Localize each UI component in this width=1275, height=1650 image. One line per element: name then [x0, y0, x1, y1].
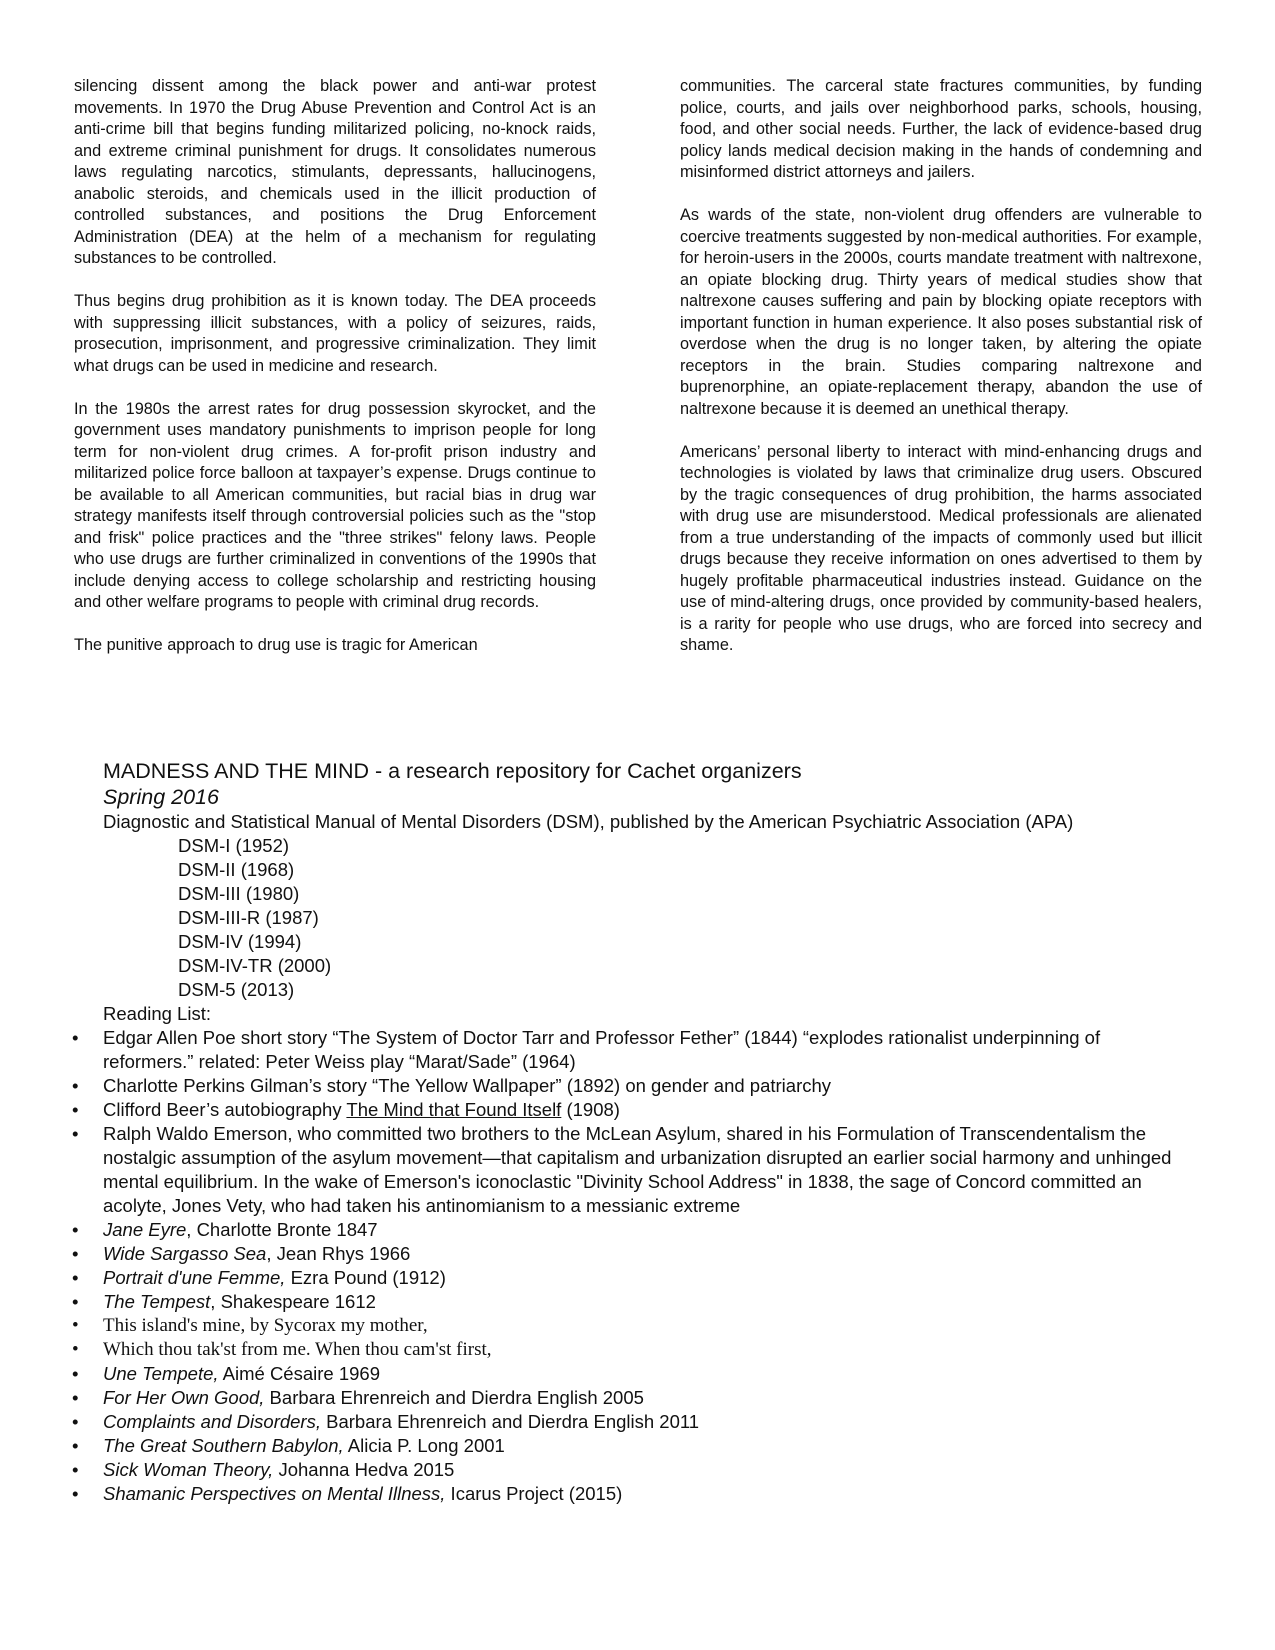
- list-item: [72, 1098, 1183, 1122]
- dsm-edition: DSM-III (1980): [178, 883, 300, 904]
- bullet: •: [72, 1315, 79, 1336]
- reading-list: [72, 1218, 1183, 1506]
- paragraph: In the 1980s the arrest rates for drug possession skyrocket, and the government uses mandatory punishments to imprison people for long term for non-violent drug crimes. A for-profit prison industry and militarized police force balloon at taxpayer’s expense. Drugs continue to be available to all American communities, but racial bias in drug war strategy manifests itself through controversial policies such as the "stop and frisk" police practices and the "three strikes" felony laws. People who use drugs are further criminalized in conventions of the 1990s that include denying access to college scholarship and restricting housing and other welfare programs to people with criminal drug records.: [74, 399, 596, 611]
- bullet: •: [72, 1267, 79, 1288]
- reading-poe: Edgar Allen Poe short story “The System of Doctor Tarr and Professor Fether” (1844) “explodes rationalist underpinning of reformers.” related: Peter Weiss play “Marat/Sade” (1964): [103, 1027, 1101, 1072]
- work-details: , Charlotte Bronte 1847: [186, 1219, 378, 1240]
- reading-list-indented: [72, 1026, 1183, 1218]
- bullet: •: [72, 1459, 79, 1480]
- list-item: [72, 1458, 1183, 1482]
- bullet: •: [72, 1291, 79, 1312]
- bullet: •: [72, 1435, 79, 1456]
- two-column-text: [74, 76, 1202, 657]
- list-item: [72, 1386, 1183, 1410]
- work-details: , Shakespeare 1612: [210, 1291, 376, 1312]
- list-item: [72, 1434, 1183, 1458]
- repository-title: MADNESS AND THE MIND - a research repository for Cachet organizers: [103, 759, 802, 783]
- dsm-edition: DSM-IV (1994): [178, 931, 302, 952]
- bullet: •: [72, 1243, 79, 1264]
- reading-beer-prefix: Clifford Beer’s autobiography: [103, 1099, 347, 1120]
- list-item: [72, 1362, 1183, 1386]
- dsm-intro: Diagnostic and Statistical Manual of Mental Disorders (DSM), published by the American Psychiatric Association (APA): [103, 811, 1074, 832]
- bullet: •: [72, 1339, 79, 1360]
- quote-text: This island's mine, by Sycorax my mother,: [103, 1315, 428, 1336]
- right-column: [680, 76, 1202, 657]
- list-item: [72, 1482, 1183, 1506]
- work-details: Alicia P. Long 2001: [343, 1435, 505, 1456]
- list-item: [72, 1026, 1183, 1074]
- paragraph: Americans’ personal liberty to interact with mind-enhancing drugs and technologies is violated by laws that criminalize drug users. Obscured by the tragic consequences of drug prohibition, the harms associated with drug use are misunderstood. Medical professionals are alienated from a true understanding of the impacts of commonly used but illicit drugs because they receive information on ones advertised to them by hugely profitable pharmaceutical industries instead. Guidance on the use of mind-altering drugs, once provided by community-based healers, is a rarity for people who use drugs, who are forced into secrecy and shame.: [680, 442, 1202, 654]
- dsm-edition: DSM-IV-TR (2000): [178, 955, 332, 976]
- work-details: Barbara Ehrenreich and Dierdra English 2005: [264, 1387, 644, 1408]
- research-repository: [72, 758, 1183, 1506]
- paragraph: Thus begins drug prohibition as it is known today. The DEA proceeds with suppressing illicit substances, with a policy of seizures, raids, prosecution, imprisonment, and progressive criminalization. They limit what drugs can be used in medicine and research.: [74, 292, 596, 375]
- dsm-edition: DSM-III-R (1987): [178, 907, 319, 928]
- quote-text: Which thou tak'st from me. When thou cam'st first,: [103, 1339, 492, 1360]
- reading-gilman: Charlotte Perkins Gilman’s story “The Yellow Wallpaper” (1892) on gender and patriarchy: [103, 1075, 832, 1096]
- work-details: Johanna Hedva 2015: [273, 1459, 455, 1480]
- list-item: [72, 1266, 1183, 1290]
- bullet: •: [72, 1363, 79, 1384]
- work-title: For Her Own Good,: [103, 1387, 265, 1408]
- paragraph: The punitive approach to drug use is tragic for American: [74, 636, 478, 654]
- reading-list-label: Reading List:: [103, 1003, 211, 1024]
- paragraph: silencing dissent among the black power and anti-war protest movements. In 1970 the Drug Abuse Prevention and Control Act is an anti-crime bill that begins funding militarized policing, no-knock raids, and extreme criminal punishment for drugs. It consolidates numerous laws regulating narcotics, stimulants, depressants, hallucinogens, anabolic steroids, and chemicals used in the illicit production of controlled substances, and positions the Drug Enforcement Administration (DEA) at the helm of a mechanism for regulating substances to be controlled.: [74, 77, 596, 267]
- reading-beer-suffix: (1908): [561, 1099, 620, 1120]
- bullet: •: [72, 1483, 79, 1504]
- repository-season: Spring 2016: [103, 785, 219, 809]
- paragraph: As wards of the state, non-violent drug offenders are vulnerable to coercive treatments suggested by non-medical authorities. For example, for heroin-users in the 2000s, courts mandate treatment with naltrexone, an opiate blocking drug. Thirty years of medical studies show that naltrexone causes suffering and pain by blocking opiate receptors with important function in human experience. It also poses substantial risk of overdose when the drug is no longer taken, by altering the opiate receptors in the brain. Studies comparing naltrexone and buprenorphine, an opiate-replacement therapy, abandon the use of naltrexone because it is deemed an unethical therapy.: [680, 206, 1202, 418]
- work-details: Barbara Ehrenreich and Dierdra English 2011: [320, 1411, 700, 1432]
- work-title: Jane Eyre: [103, 1219, 187, 1240]
- tempest-quote: [72, 1314, 1183, 1362]
- quote-line: [72, 1314, 1183, 1338]
- dsm-editions-list: [103, 834, 1183, 1002]
- work-title: Complaints and Disorders,: [103, 1411, 321, 1432]
- work-details: , Jean Rhys 1966: [266, 1243, 411, 1264]
- work-details: Icarus Project (2015): [445, 1483, 623, 1504]
- bullet: •: [72, 1099, 79, 1120]
- work-details: Ezra Pound (1912): [285, 1267, 446, 1288]
- work-title: The Tempest: [103, 1291, 211, 1312]
- dsm-edition: DSM-5 (2013): [178, 979, 295, 1000]
- reading-emerson: Ralph Waldo Emerson, who committed two brothers to the McLean Asylum, shared in his Formulation of Transcendentalism the nostalgic assumption of the asylum movement—that capitalism and urbanization disrupted an earlier social harmony and unhinged mental equilibrium. In the wake of Emerson's iconoclastic "Divinity School Address" in 1838, the sage of Concord committed an acolyte, Jones Vety, who had taken his antinomianism to a messianic extreme: [103, 1123, 1172, 1216]
- bullet: •: [72, 1123, 79, 1144]
- dsm-edition: DSM-II (1968): [178, 859, 295, 880]
- paragraph: communities. The carceral state fractures communities, by funding police, courts, and jails over neighborhood parks, schools, housing, food, and other social needs. Further, the lack of evidence-based drug policy lands medical decision making in the hands of condemning and misinformed district attorneys and jailers.: [680, 77, 1202, 181]
- list-item: [72, 1074, 1183, 1098]
- work-title: Sick Woman Theory,: [103, 1459, 274, 1480]
- list-item: [72, 1410, 1183, 1434]
- work-title: The Great Southern Babylon,: [103, 1435, 344, 1456]
- work-title: Une Tempete,: [103, 1363, 219, 1384]
- list-item: [72, 1290, 1183, 1362]
- list-item: [72, 1242, 1183, 1266]
- bullet: •: [72, 1219, 79, 1240]
- reading-beer-title: The Mind that Found Itself: [346, 1099, 562, 1120]
- list-item: [72, 1218, 1183, 1242]
- bullet: •: [72, 1411, 79, 1432]
- work-details: Aimé Césaire 1969: [218, 1363, 380, 1384]
- left-column: [74, 76, 596, 657]
- work-title: Portrait d'une Femme,: [103, 1267, 286, 1288]
- dsm-edition: DSM-I (1952): [178, 835, 290, 856]
- bullet: •: [72, 1075, 79, 1096]
- bullet: •: [72, 1387, 79, 1408]
- bullet: •: [72, 1027, 79, 1048]
- work-title: Shamanic Perspectives on Mental Illness,: [103, 1483, 446, 1504]
- quote-line: [72, 1338, 1183, 1362]
- list-item: [72, 1122, 1183, 1218]
- work-title: Wide Sargasso Sea: [103, 1243, 267, 1264]
